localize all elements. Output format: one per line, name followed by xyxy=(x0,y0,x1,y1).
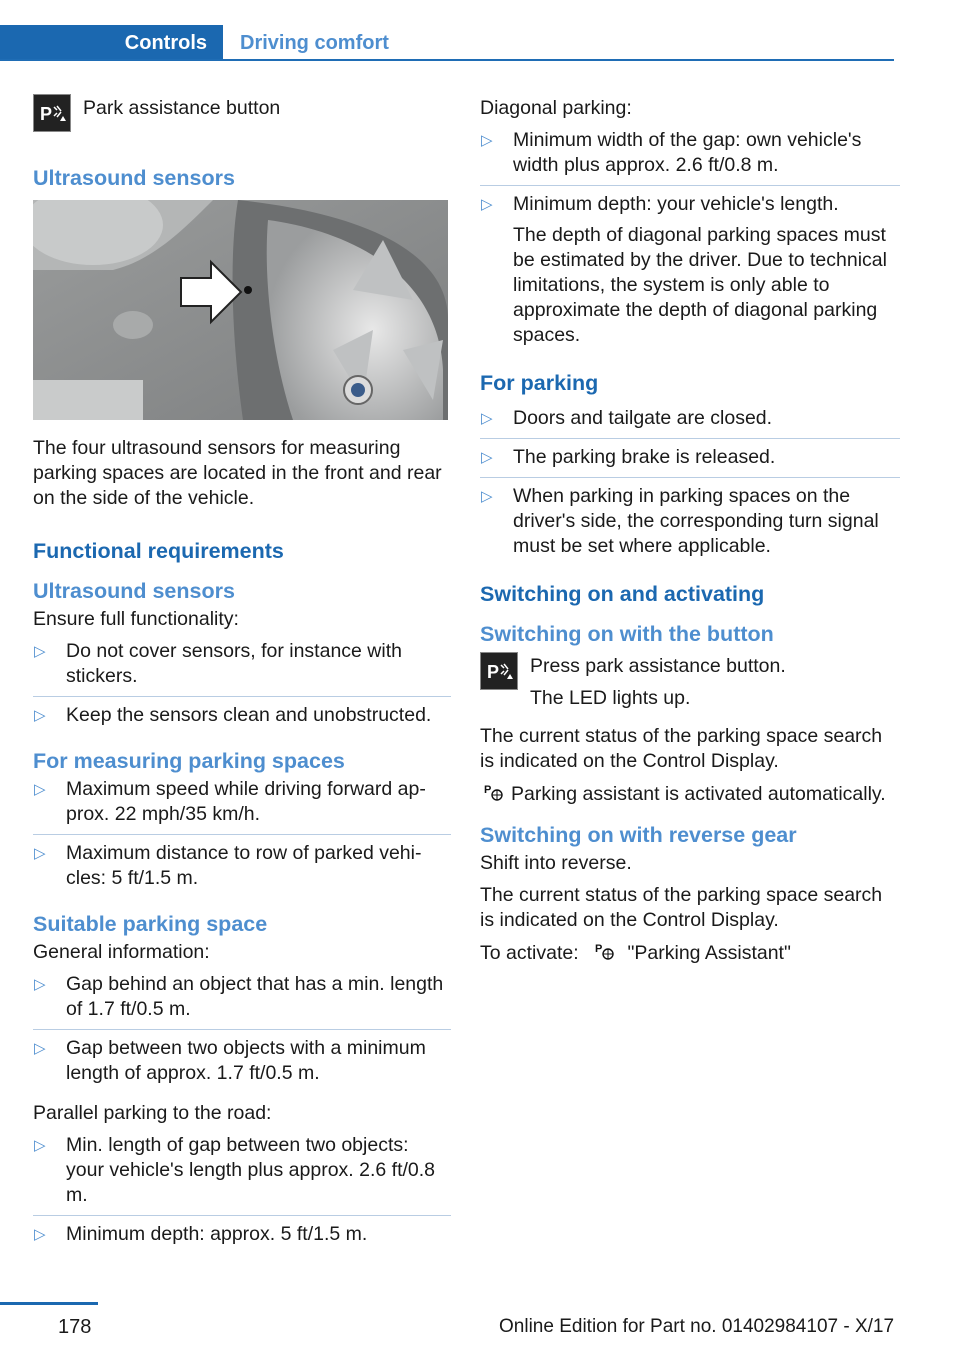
activate-prefix: To activate: xyxy=(480,942,579,964)
page-number: 178 xyxy=(58,1316,92,1338)
sensor-list xyxy=(33,639,451,735)
parallel-text: Parallel parking to the road: xyxy=(33,1102,272,1124)
triangle-right-icon: ▷ xyxy=(481,196,493,213)
ultrasound-sensor-photo xyxy=(33,200,448,420)
status-text-1: The current status of the parking space search is indicated on the Control Display. xyxy=(480,725,883,772)
press-button-row xyxy=(480,654,900,712)
led-text: The LED lights up. xyxy=(530,687,691,709)
triangle-right-icon: ▷ xyxy=(34,1137,46,1154)
auto-text: Parking assistant is activated automatically. xyxy=(511,783,886,805)
park-assistance-icon xyxy=(33,94,71,132)
triangle-right-icon: ▷ xyxy=(34,1040,46,1057)
triangle-right-icon: ▷ xyxy=(34,643,46,660)
triangle-right-icon: ▷ xyxy=(34,845,46,862)
section-tabs xyxy=(0,25,894,61)
tab-controls[interactable]: Controls xyxy=(0,25,223,61)
edition-text: Online Edition for Part no. 01402984107 - X/17 xyxy=(499,1316,895,1337)
heading-reverse-gear: Switching on with reverse gear xyxy=(480,823,797,847)
list-item: ▷ Maximum speed while driving forward approx. 22 mph/35 km/h. xyxy=(33,777,451,835)
triangle-right-icon: ▷ xyxy=(481,410,493,427)
heading-switching-on: Switching on and activating xyxy=(480,582,765,606)
parking-assistant-icon xyxy=(483,781,505,803)
measuring-list xyxy=(33,777,451,898)
sensors-description: The four ultrasound sensors for measuring parking spaces are located in the front and rear on the side of the vehicle. xyxy=(33,437,442,509)
heading-ultrasound-sensors: Ultrasound sensors xyxy=(33,166,235,190)
list-item: ▷ Minimum depth: your vehicle's length. The depth of diagonal parking spaces must be estimated by the driver. Due to technical limitations, the system is only able to approximate the depth of diagonal parking spaces. xyxy=(480,192,900,355)
activate-item: "Parking Assistant" xyxy=(627,942,791,964)
parking-list xyxy=(480,406,900,566)
parking-assistant-icon xyxy=(594,940,616,962)
triangle-right-icon: ▷ xyxy=(34,781,46,798)
right-column xyxy=(480,96,900,973)
parallel-list xyxy=(33,1133,451,1254)
heading-measuring: For measuring parking spaces xyxy=(33,749,345,773)
list-item: ▷ Minimum depth: approx. 5 ft/1.5 m. xyxy=(34,1223,368,1245)
triangle-right-icon: ▷ xyxy=(481,132,493,149)
diagonal-note: The depth of diagonal parking spaces must be estimated by the driver. Due to technical limitations, the system is only able to approximate the depth of diagonal parking spaces. xyxy=(513,224,887,346)
triangle-right-icon: ▷ xyxy=(481,449,493,466)
svg-text:P: P xyxy=(484,784,492,796)
activate-row xyxy=(480,940,900,966)
list-item: ▷ When parking in parking spaces on the driver's side, the corresponding turn signal must be set where applicable. xyxy=(481,485,879,557)
diagonal-text: Diagonal parking: xyxy=(480,97,632,119)
list-item: ▷ Gap between two objects with a minimum length of approx. 1.7 ft/0.5 m. xyxy=(34,1037,426,1084)
list-item: ▷ Do not cover sensors, for instance with stickers. xyxy=(33,639,451,697)
press-text: Press park assistance button. xyxy=(530,655,786,677)
svg-text:P: P xyxy=(595,943,603,955)
list-item: ▷ Min. length of gap between two objects: your vehicle's length plus approx. 2.6 ft/0.8 m. xyxy=(33,1133,451,1216)
list-item: ▷ Maximum distance to row of parked vehicles: 5 ft/1.5 m. xyxy=(34,842,422,889)
list-item: ▷ The parking brake is released. xyxy=(480,445,900,478)
status-text-2: The current status of the parking space search is indicated on the Control Display. xyxy=(480,884,883,931)
ensure-text: Ensure full functionality: xyxy=(33,608,239,630)
triangle-right-icon: ▷ xyxy=(34,1226,46,1243)
footer-line xyxy=(0,1302,98,1305)
svg-text:P: P xyxy=(40,104,53,124)
general-list xyxy=(33,972,451,1093)
tab-driving-comfort[interactable]: Driving comfort xyxy=(240,32,389,54)
list-item: ▷ Minimum width of the gap: own vehicle's width plus approx. 2.6 ft/0.8 m. xyxy=(480,128,900,186)
park-button-label: Park assistance button xyxy=(83,97,281,119)
tab-underline xyxy=(0,59,894,61)
triangle-right-icon: ▷ xyxy=(34,976,46,993)
heading-suitable-space: Suitable parking space xyxy=(33,912,268,936)
heading-ultrasound-sensors-2: Ultrasound sensors xyxy=(33,579,235,603)
diagonal-list xyxy=(480,128,900,355)
shift-text: Shift into reverse. xyxy=(480,852,632,874)
triangle-right-icon: ▷ xyxy=(34,707,46,724)
list-item: ▷ Keep the sensors clean and unobstructed. xyxy=(34,704,432,726)
list-item: ▷ Gap behind an object that has a min. length of 1.7 ft/0.5 m. xyxy=(33,972,451,1030)
triangle-right-icon: ▷ xyxy=(481,488,493,505)
general-text: General information: xyxy=(33,941,210,963)
park-assistance-icon xyxy=(480,652,518,690)
list-item: ▷ Doors and tailgate are closed. xyxy=(480,406,900,439)
heading-functional-requirements: Functional requirements xyxy=(33,539,284,563)
heading-switching-button: Switching on with the button xyxy=(480,622,774,646)
heading-for-parking: For parking xyxy=(480,371,599,395)
auto-activation-row xyxy=(480,781,900,807)
left-column xyxy=(33,96,451,1262)
park-button-row xyxy=(33,96,451,132)
svg-text:P: P xyxy=(487,662,500,682)
